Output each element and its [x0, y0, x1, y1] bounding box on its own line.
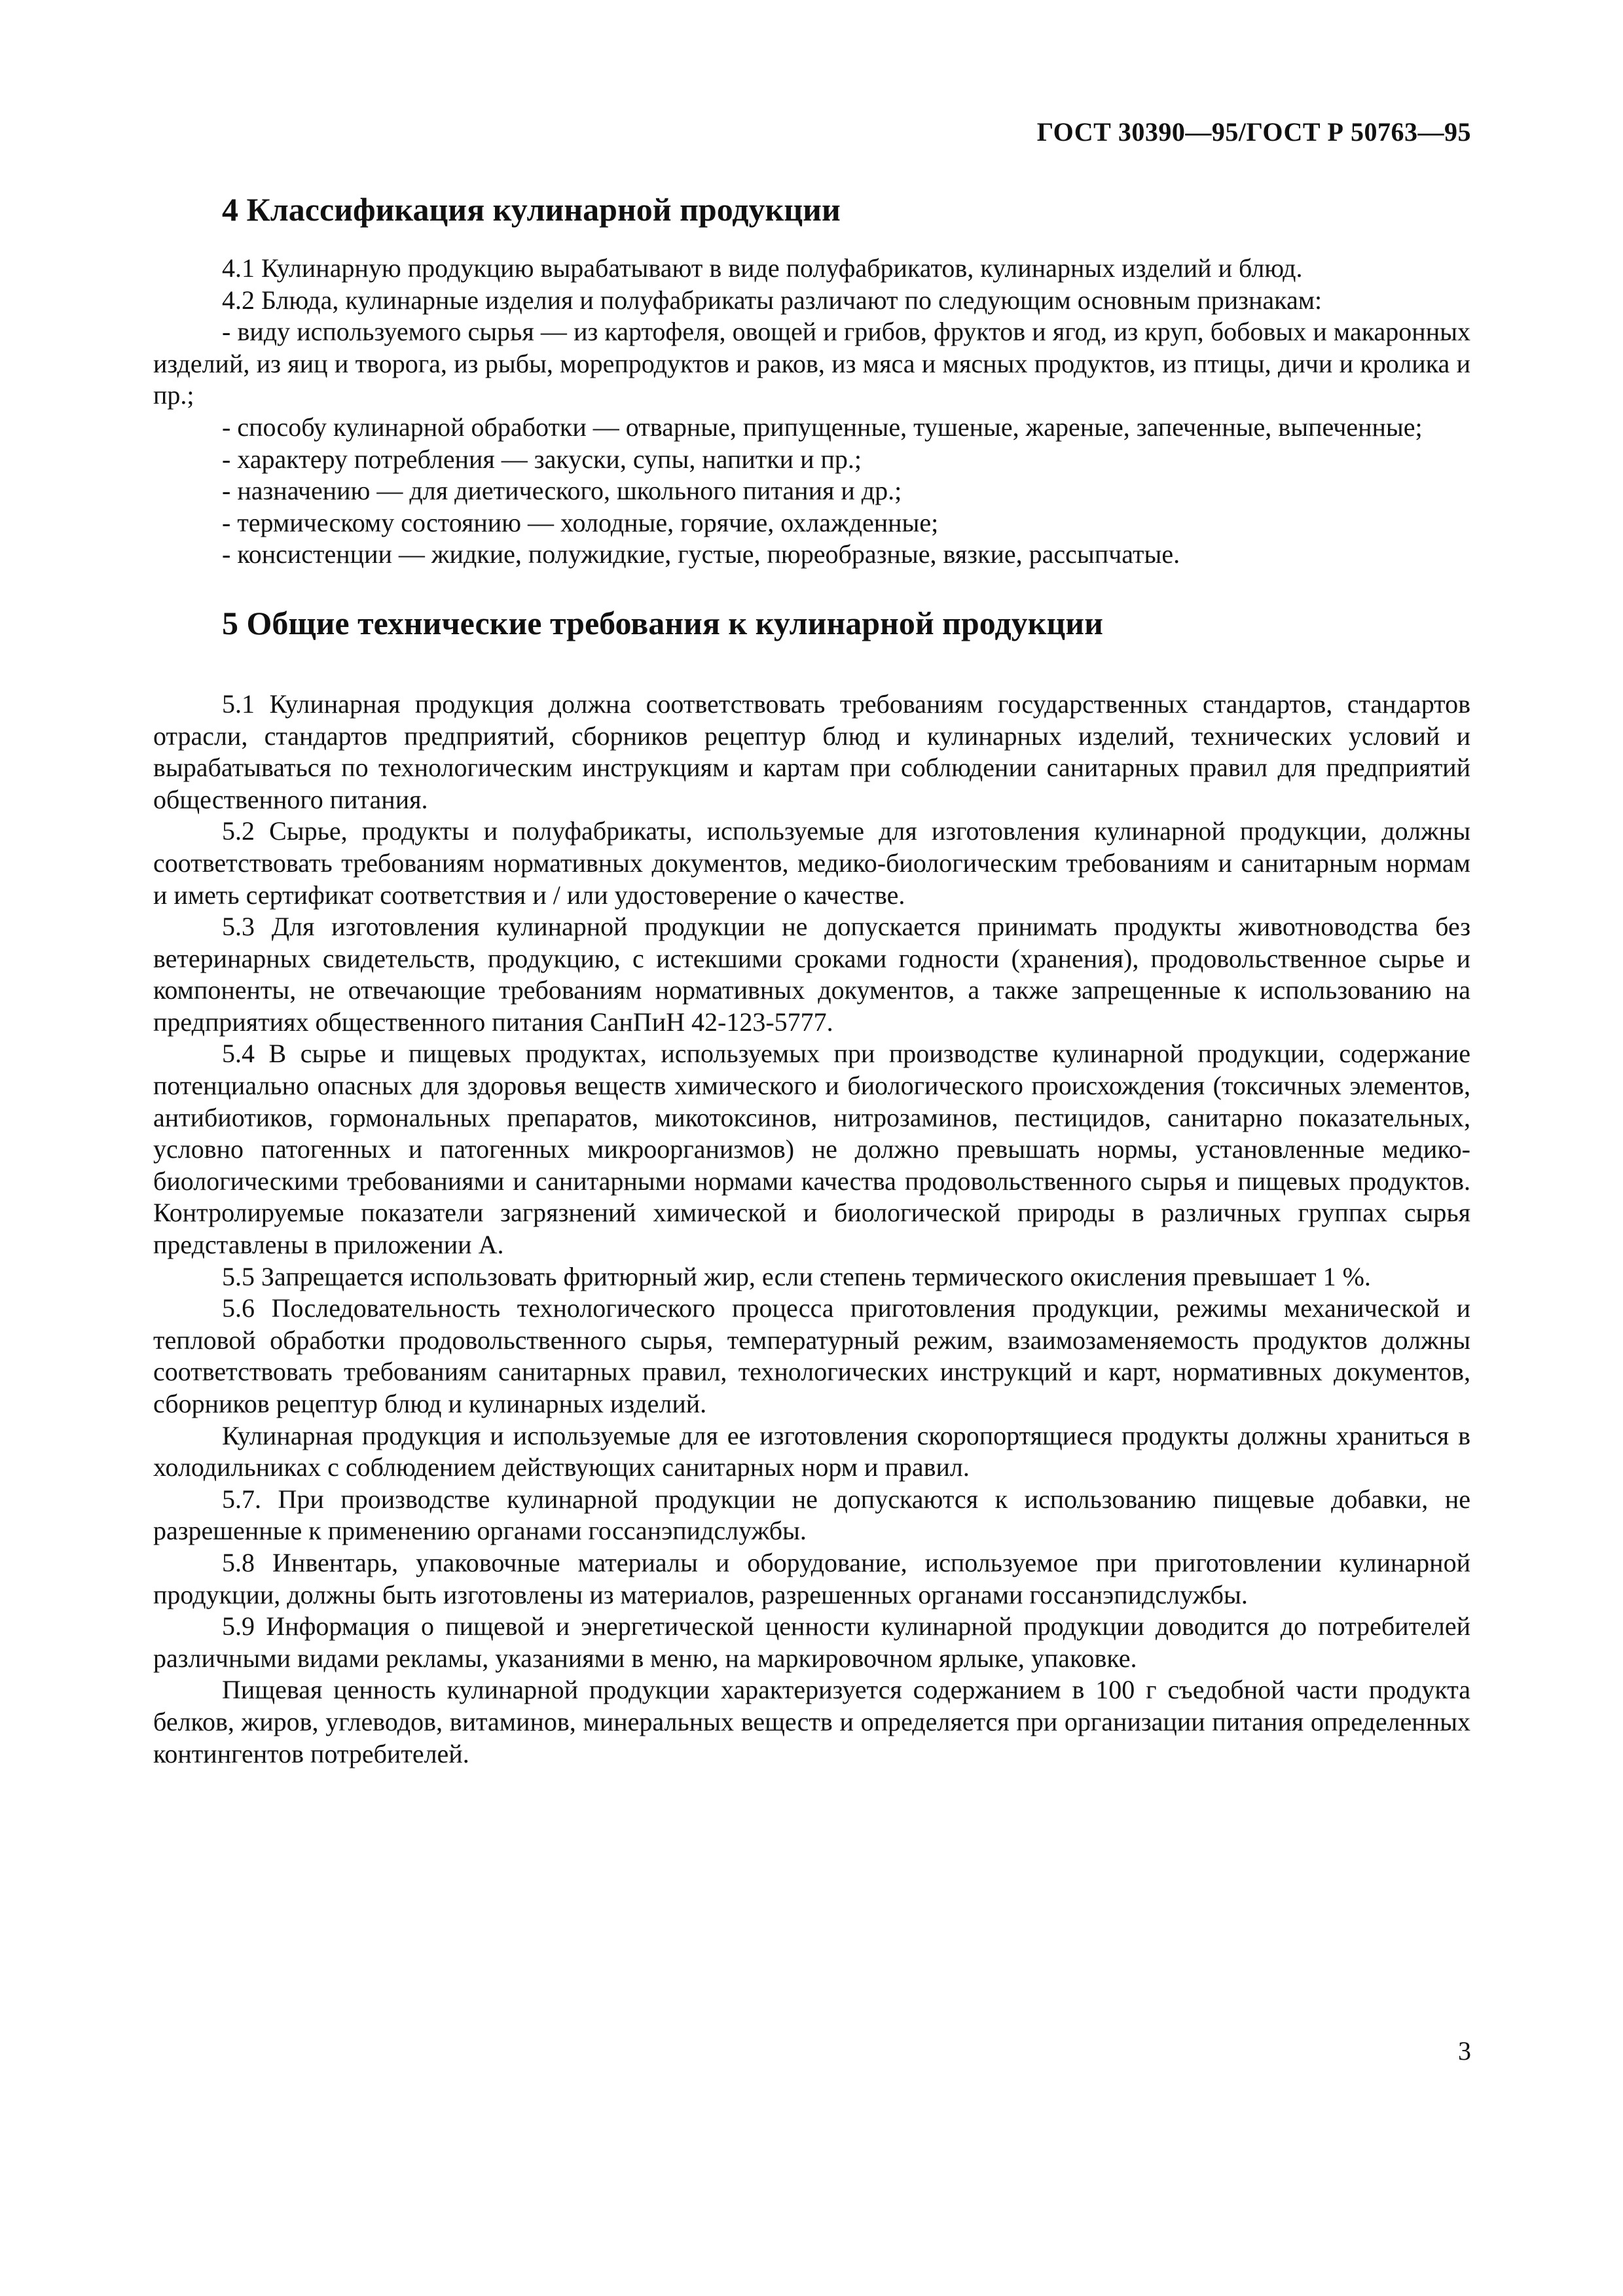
page-content [153, 190, 1470, 1770]
paragraph-5-9-nutrition: Пищевая ценность кулинарной продукции характеризуется содержанием в 100 г съедобной части продукта белков, жиров, углеводов, витаминов, минеральных веществ и определяется при организации питания определенных контингентов потребителей. [153, 1675, 1470, 1768]
paragraph-5-5: 5.5 Запрещается использовать фритюрный жир, если степень термического окисления превышает 1 %. [222, 1261, 1371, 1291]
paragraph-4-1: 4.1 Кулинарную продукцию вырабатывают в виде полуфабрикатов, кулинарных изделий и блюд. [222, 253, 1303, 283]
list-item: - характеру потребления — закуски, супы, напитки и пр.; [222, 444, 862, 474]
paragraph-4-2: 4.2 Блюда, кулинарные изделия и полуфабрикаты различают по следующим основным признакам: [222, 285, 1322, 315]
list-item: - способу кулинарной обработки — отварные, припущенные, тушеные, жареные, запеченные, выпеченные; [222, 412, 1423, 442]
section-5-title: 5 Общие технические требования к кулинарной продукции [222, 604, 1103, 641]
paragraph-5-3: 5.3 Для изготовления кулинарной продукции не допускается принимать продукты животноводства без ветеринарных свидетельств, продукцию, с истекшими сроками годности (хранения), продовольственное сырье и компоненты, не отвечающие требованиям нормативных документов, а также запрещенные к использованию на предприятиях общественного питания СанПиН 42-123-5777. [153, 912, 1470, 1037]
section-4-title: 4 Классификация кулинарной продукции [222, 191, 841, 228]
paragraph-5-6: 5.6 Последовательность технологического процесса приготовления продукции, режимы механической и тепловой обработки продовольственного сырья, температурный режим, взаимозаменяемость продуктов должны соответствовать требованиям санитарных правил, технологических инструкций и карт, нормативных документов, сборников рецептур блюд и кулинарных изделий. [153, 1293, 1470, 1418]
list-item: - консистенции — жидкие, полужидкие, густые, пюреобразные, вязкие, рассыпчатые. [222, 539, 1180, 569]
paragraph-5-1: 5.1 Кулинарная продукция должна соответствовать требованиям государственных стандартов, стандартов отрасли, стандартов предприятий, сборников рецептур блюд и кулинарных изделий, технических условий и вырабатываться по технологическим инструкциям и картам при соблюдении санитарных правил для предприятий общественного питания. [153, 689, 1470, 814]
paragraph-5-7: 5.7. При производстве кулинарной продукции не допускаются к использованию пищевые добавки, не разрешенные к применению органами госсанэпидслужбы. [153, 1484, 1470, 1546]
paragraph-5-9: 5.9 Информация о пищевой и энергетической ценности кулинарной продукции доводится до потребителей различными видами рекламы, указаниями в меню, на маркировочном ярлыке, упаковке. [153, 1611, 1470, 1673]
list-item: - виду используемого сырья — из картофеля, овощей и грибов, фруктов и ягод, из круп, бобовых и макаронных изделий, из яиц и творога, из рыбы, морепродуктов и раков, из мяса и мясных продуктов, из птицы, дичи и кролика и пр.; [153, 317, 1470, 410]
paragraph-5-2: 5.2 Сырье, продукты и полуфабрикаты, используемые для изготовления кулинарной продукции, должны соответствовать требованиям нормативных документов, медико-биологическим требованиям и санитарным нормам и иметь сертификат соответствия и / или удостоверение о качестве. [153, 816, 1470, 910]
page-number: 3 [1458, 2036, 1471, 2066]
paragraph-5-8: 5.8 Инвентарь, упаковочные материалы и оборудование, используемое при приготовлении кулинарной продукции, должны быть изготовлены из материалов, разрешенных органами госсанэпидслужбы. [153, 1547, 1470, 1609]
list-item: - термическому состоянию — холодные, горячие, охлажденные; [222, 507, 939, 537]
paragraph-5-6-storage: Кулинарная продукция и используемые для ее изготовления скоропортящиеся продукты должны храниться в холодильниках с соблюдением действующих санитарных норм и правил. [153, 1420, 1470, 1482]
document-code-header: ГОСТ 30390—95/ГОСТ Р 50763—95 [1036, 117, 1471, 147]
paragraph-5-4: 5.4 В сырье и пищевых продуктах, используемых при производстве кулинарной продукции, содержание потенциально опасных для здоровья веществ химического и биологического происхождения (токсичных элементов, антибиотиков, гормональных препаратов, микотоксинов, нитрозаминов, пестицидов, санитарно показательных, условно патогенных и патогенных микроорганизмов) не должно превышать нормы, установленные медико-биологическими требованиями и санитарными нормами качества продовольственного сырья и пищевых продуктов. Контролируемые показатели загрязнений химической и биологической природы в различных группах сырья представлены в приложении А. [153, 1039, 1470, 1260]
list-item: - назначению — для диетического, школьного питания и др.; [222, 476, 902, 506]
